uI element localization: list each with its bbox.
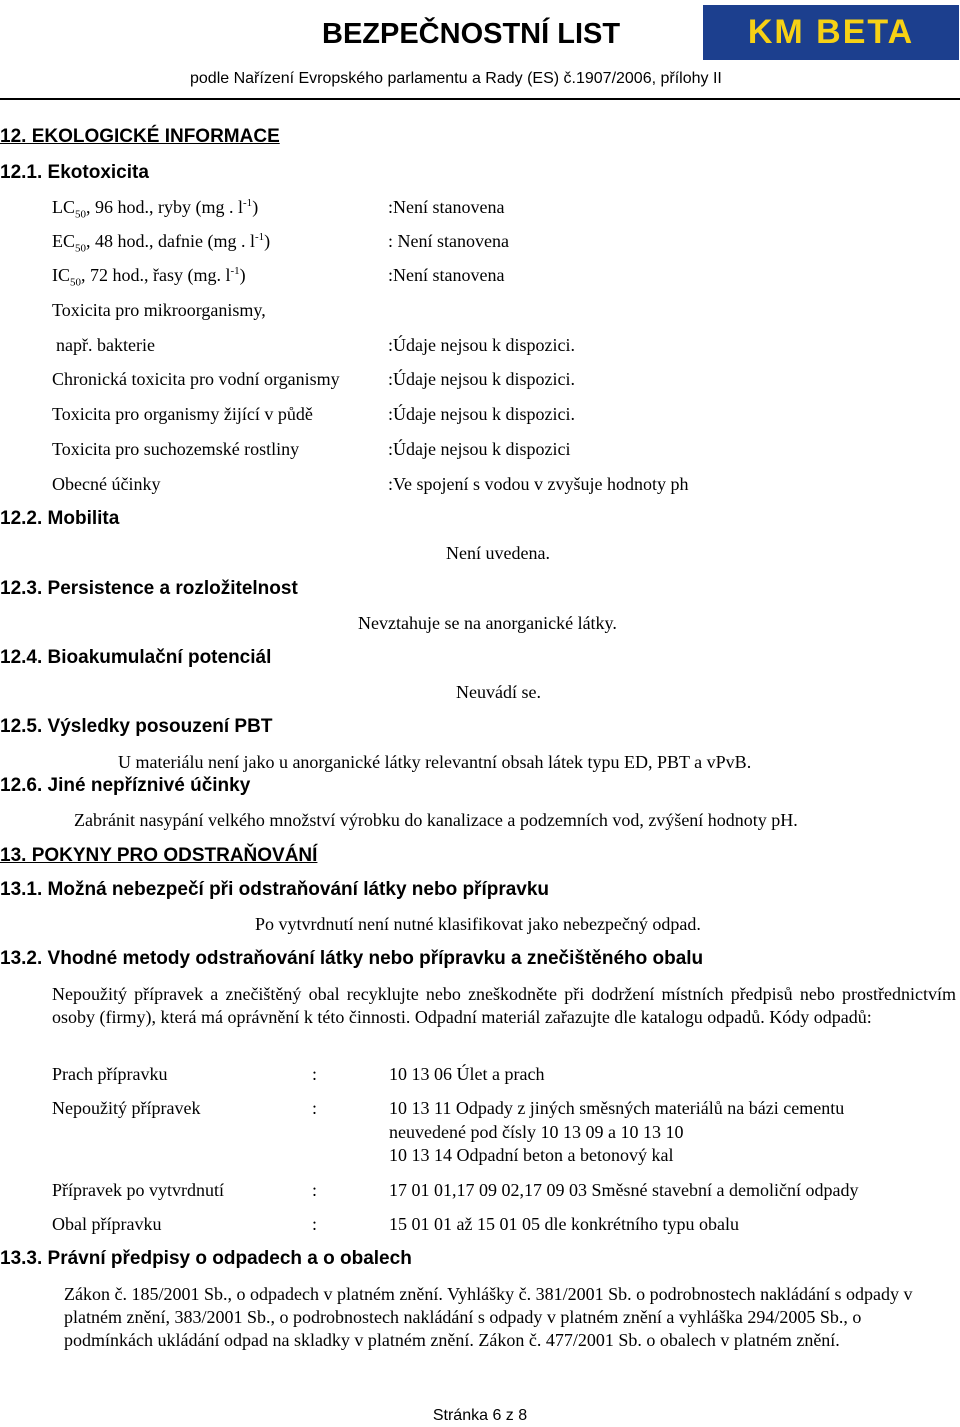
section-12-3-text: Nevztahuje se na anorganické látky.: [358, 613, 617, 633]
plants-label: Toxicita pro suchozemské rostliny: [52, 439, 300, 459]
lc50-label: $LC_{50}$, 96 hod., ryby (mg . $l^{-1}$): [52, 197, 259, 221]
document-title: BEZPEČNOSTNÍ LIST: [322, 18, 621, 50]
section-12-1-title: 12.1. Ekotoxicita: [0, 162, 149, 183]
section-12-3-title: 12.3. Persistence a rozložitelnost: [0, 578, 298, 599]
section-13-1-title: 13.1. Možná nebezpečí při odstraňování látky nebo přípravku: [0, 879, 550, 900]
header-divider: [0, 98, 960, 100]
section-12-5-title: 12.5. Výsledky posouzení PBT: [0, 716, 273, 737]
section-13-3-paragraph: Zákon č. 185/2001 Sb., o odpadech v platném znění. Vyhlášky č. 381/2001 Sb. o podrobnostech nakládání s odpady v platném znění, 383/2001 Sb., o podrobnostech nakládání s odpady v platném znění a vyhláška 294/2005 Sb., o podmínkách ukládání odpad na skladky v platném znění. Zákon č. 477/2001 Sb. o obalech v platném znění.: [64, 1284, 913, 1350]
section-12-4-title: 12.4. Bioakumulační potenciál: [0, 647, 272, 668]
waste-colon: :: [312, 1180, 318, 1200]
general-value: :Ve spojení s vodou v zvyšuje hodnoty ph: [388, 474, 689, 494]
chronic-label: Chronická toxicita pro vodní organismy: [52, 369, 340, 389]
lc50-value: :Není stanovena: [388, 197, 505, 217]
waste-code: 17 01 01,17 09 02,17 09 03 Směsné stavební a demoliční odpady: [389, 1180, 859, 1200]
micro-label-2: např. bakterie: [56, 335, 155, 355]
company-logo: [703, 5, 959, 60]
chronic-value: :Údaje nejsou k dispozici.: [388, 369, 575, 389]
ec50-value: : Není stanovena: [388, 231, 509, 251]
section-12-2-text: Není uvedena.: [446, 543, 550, 563]
waste-code: 10 13 06 Úlet a prach: [389, 1064, 545, 1084]
section-13-2-paragraph: Nepoužitý přípravek a znečištěný obal recyklujte nebo zneškodněte při dodržení místních předpisů nebo prostřednictvím osoby (firmy), která má oprávnění k této činnosti. Odpadní materiál zařazujte dle katalogu odpadů. Kódy odpadů:: [52, 984, 956, 1027]
waste-code: 10 13 14 Odpadní beton a betonový kal: [389, 1145, 674, 1165]
waste-code: 10 13 11 Odpady z jiných směsných materiálů na bázi cementu: [389, 1098, 845, 1118]
section-13-3-title: 13.3. Právní předpisy o odpadech a o obalech: [0, 1248, 412, 1269]
general-label: Obecné účinky: [52, 474, 161, 494]
soil-value: :Údaje nejsou k dispozici.: [388, 404, 575, 424]
ic50-label: $IC_{50}$, 72 hod., řasy (mg. $l^{-1}$): [52, 265, 246, 289]
section-13-1-text: Po vytvrdnutí není nutné klasifikovat jako nebezpečný odpad.: [255, 914, 701, 934]
waste-colon: :: [312, 1214, 318, 1234]
section-13-title: 13. POKYNY PRO ODSTRAŇOVÁNÍ: [0, 845, 318, 866]
ec50-label: $EC_{50}$, 48 hod., dafnie (mg . $l^{-1}$): [52, 231, 271, 255]
waste-code: neuvedené pod čísly 10 13 09 a 10 13 10: [389, 1122, 684, 1142]
section-12-6-text: Zabránit nasypání velkého množství výrobku do kanalizace a podzemních vod, zvýšení hodnoty pH.: [74, 810, 798, 830]
section-12-5-text: U materiálu není jako u anorganické látky relevantní obsah látek typu ED, PBT a vPvB.: [118, 752, 752, 772]
waste-label: Obal přípravku: [52, 1214, 162, 1234]
page-number: Stránka 6 z 8: [432, 1407, 528, 1424]
section-12-title: 12. EKOLOGICKÉ INFORMACE: [0, 126, 280, 147]
section-13-2-title: 13.2. Vhodné metody odstraňování látky nebo přípravku a znečištěného obalu: [0, 948, 704, 969]
micro-label-1: Toxicita pro mikroorganismy,: [52, 300, 266, 320]
waste-colon: :: [312, 1098, 318, 1118]
waste-label: Přípravek po vytvrdnutí: [52, 1180, 224, 1200]
waste-code: 15 01 01 až 15 01 05 dle konkrétního typu obalu: [389, 1214, 739, 1234]
ic50-value: :Není stanovena: [388, 265, 505, 285]
document-subtitle: podle Nařízení Evropského parlamentu a Rady (ES) č.1907/2006, přílohy II: [190, 70, 722, 87]
micro-value: :Údaje nejsou k dispozici.: [388, 335, 575, 355]
logo-text: KM BETA: [747, 13, 915, 51]
soil-label: Toxicita pro organismy žijící v půdě: [52, 404, 313, 424]
section-12-6-title: 12.6. Jiné nepříznivé účinky: [0, 775, 251, 796]
waste-colon: :: [312, 1064, 318, 1084]
plants-value: :Údaje nejsou k dispozici: [388, 439, 571, 459]
waste-label: Prach přípravku: [52, 1064, 168, 1084]
waste-label: Nepoužitý přípravek: [52, 1098, 201, 1118]
section-12-2-title: 12.2. Mobilita: [0, 508, 120, 529]
section-12-4-text: Neuvádí se.: [456, 682, 541, 702]
